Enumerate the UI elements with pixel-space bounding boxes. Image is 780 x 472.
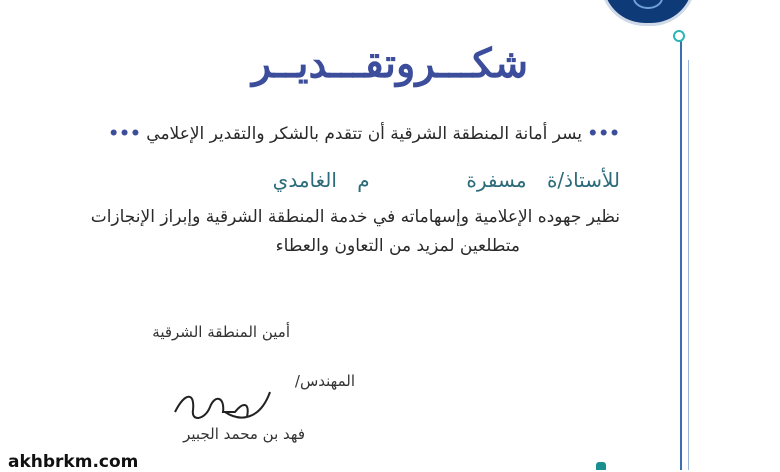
site-watermark: akhbrkm.com (8, 452, 139, 472)
body-line-2: متطلعين لمزيد من التعاون والعطاء (275, 236, 520, 256)
emblem-logo (600, 0, 696, 26)
recipient-prefix: للأستاذ/ة (546, 168, 620, 192)
frame-ornament-bottom (596, 462, 606, 470)
body-line-1: نظير جهوده الإعلامية وإسهاماته في خدمة المنطقة الشرقية وإبراز الإنجازات (90, 207, 620, 227)
intro-text: يسر أمانة المنطقة الشرقية أن تتقدم بالشكر والتقدير الإعلامي (146, 124, 582, 144)
frame-border (680, 40, 682, 470)
recipient-last-name: الغامدي (272, 168, 337, 192)
frame-border-inner (688, 60, 689, 470)
certificate-title: شكـــروتقـــديــر (251, 40, 529, 87)
recipient-first-name: مسفرة (466, 168, 527, 192)
signatory-title: أمين المنطقة الشرقية (152, 323, 290, 341)
intro-dots-left: ••• (108, 124, 141, 144)
signatory-role: المهندس/ (294, 372, 355, 390)
intro-line (108, 124, 620, 144)
recipient-middle-initial: م (357, 168, 370, 192)
signatory-name: فهد بن محمد الجبير (183, 425, 305, 443)
handwritten-signature (165, 372, 275, 432)
recipient-line (273, 168, 620, 192)
intro-dots-right: ••• (587, 124, 620, 144)
